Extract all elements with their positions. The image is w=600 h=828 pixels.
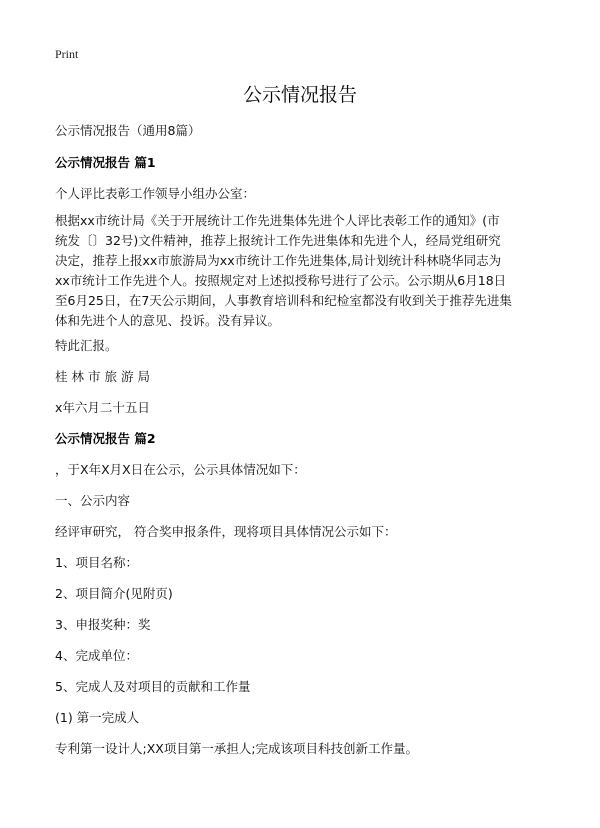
section-2-heading: 公示情况报告 篇2 bbox=[55, 431, 156, 446]
section-1-salutation: 个人评比表彰工作领导小组办公室： bbox=[55, 186, 256, 201]
section-2-first-person: (1) 第一完成人 bbox=[55, 710, 140, 725]
section-2-intro: ，于X年X月X日在公示，公示具体情况如下： bbox=[55, 462, 306, 477]
section-2-review: 经评审研究， 符合奖申报条件，现将项目具体情况公示如下： bbox=[55, 524, 397, 539]
print-link[interactable]: Print bbox=[55, 47, 79, 61]
section-1-heading: 公示情况报告 篇1 bbox=[55, 155, 156, 170]
document-title: 公示情况报告 bbox=[242, 84, 357, 106]
section-2-part1: 一、公示内容 bbox=[55, 493, 131, 508]
section-1-signature: 桂林市旅游局 bbox=[55, 369, 155, 384]
section-1-closing: 特此汇报。 bbox=[55, 338, 118, 353]
section-2-first-person-detail: 专利第一设计人;XX项目第一承担人;完成该项目科技创新工作量。 bbox=[55, 741, 419, 756]
list-item: 4、完成单位： bbox=[55, 648, 138, 663]
body-line: xx市统计工作先进个人。按照规定对上述拟授称号进行了公示。公示期从6月18日 bbox=[55, 273, 507, 288]
body-line: 根据xx市统计局《关于开展统计工作先进集体先进个人评比表彰工作的通知》(市 bbox=[55, 213, 500, 228]
section-1-date: x年六月二十五日 bbox=[55, 400, 150, 415]
body-line: 统发〔〕32号)文件精神，推荐上报统计工作先进集体和先进个人，经局党组研究 bbox=[55, 233, 501, 248]
list-item: 3、申报奖种：奖 bbox=[55, 617, 151, 632]
body-line: 至6月25日，在7天公示期间，人事教育培训科和纪检室都没有收到关于推荐先进集 bbox=[55, 293, 512, 308]
body-line: 决定，推荐上报xx市旅游局为xx市统计工作先进集体,局计划统计科林晓华同志为 bbox=[55, 253, 502, 268]
document-subtitle: 公示情况报告（通用8篇） bbox=[55, 123, 201, 138]
body-line: 体和先进个人的意见、投诉。没有异议。 bbox=[55, 313, 281, 328]
list-item: 5、完成人及对项目的贡献和工作量 bbox=[55, 679, 251, 694]
list-item: 2、项目简介(见附页) bbox=[55, 586, 173, 601]
section-1-body bbox=[55, 211, 555, 331]
list-item: 1、项目名称： bbox=[55, 555, 138, 570]
